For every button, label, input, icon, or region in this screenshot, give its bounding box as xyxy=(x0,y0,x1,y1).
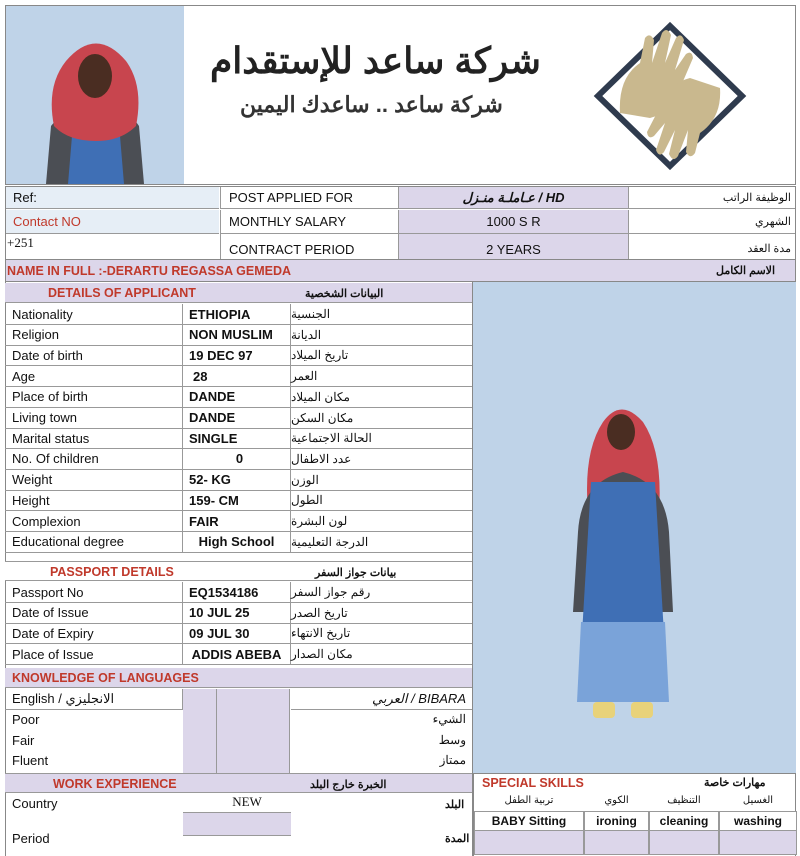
details-row-value: DANDE xyxy=(183,387,291,407)
language-level-label-ar: ممتاز xyxy=(439,753,466,767)
details-row-value: High School xyxy=(183,532,291,552)
details-row xyxy=(5,366,472,387)
details-row-value: ETHIOPIA xyxy=(183,304,291,324)
skills-title: SPECIAL SKILLS xyxy=(482,776,584,790)
full-name-label-ar: الاسم الكامل xyxy=(716,265,775,277)
passport-row xyxy=(5,582,472,603)
passport-row-value: 10 JUL 25 xyxy=(183,603,291,623)
details-row xyxy=(5,325,472,346)
details-row-label-ar: الطول xyxy=(291,493,323,508)
work-value-box xyxy=(183,812,291,836)
salary-value: 1000 S R xyxy=(398,210,628,234)
skill-check-box xyxy=(474,831,584,855)
work-title-ar: الخبرة خارج البلد xyxy=(310,779,387,791)
details-row-label-ar: عدد الاطفال xyxy=(291,451,352,466)
details-row-label: Age xyxy=(5,366,183,386)
skill-label-ar: الكوي xyxy=(604,795,629,806)
languages-section-header xyxy=(5,668,472,688)
work-title: WORK EXPERIENCE xyxy=(53,777,177,791)
contact-label: Contact NO xyxy=(6,210,219,234)
details-row-label: Marital status xyxy=(5,428,183,448)
details-row xyxy=(5,428,472,449)
skill-check-box xyxy=(649,831,719,855)
details-row xyxy=(5,387,472,408)
details-row-label: Educational degree xyxy=(5,532,183,552)
passport-row xyxy=(5,644,472,665)
details-row xyxy=(5,490,472,511)
passport-row-label-ar: مكان الصدار xyxy=(291,647,353,662)
details-row-label-ar: العمر xyxy=(291,369,318,384)
details-row-label: Place of birth xyxy=(5,387,183,407)
details-row xyxy=(5,304,472,325)
details-row-value: 52- KG xyxy=(183,470,291,490)
details-row xyxy=(5,408,472,429)
salary-label: MONTHLY SALARY xyxy=(220,210,398,234)
skills-title-ar: مهارات خاصة xyxy=(704,777,766,789)
details-row-label-ar: مكان الميلاد xyxy=(291,389,350,404)
ref-label: Ref: xyxy=(6,187,219,209)
english-label: English / الانجليزي xyxy=(5,689,183,710)
english-level-column xyxy=(183,689,217,773)
language-level-label: Fair xyxy=(12,732,35,748)
hands-logo-icon xyxy=(590,18,750,173)
passport-row-label: Date of Issue xyxy=(5,603,183,623)
company-name-ar: شركة ساعد للإستقدام xyxy=(210,40,541,81)
details-row-value: 28 xyxy=(183,366,291,386)
details-row xyxy=(5,449,472,470)
languages-title: KNOWLEDGE OF LANGUAGES xyxy=(12,671,199,685)
details-row-label-ar: لون البشرة xyxy=(291,514,348,528)
details-row-label: Religion xyxy=(5,325,183,345)
passport-title: PASSPORT DETAILS xyxy=(50,565,174,579)
skill-item: ironing xyxy=(584,811,649,831)
post-label-ar: الوظيفة الراتب xyxy=(628,187,795,209)
country-value: NEW xyxy=(232,794,262,809)
details-row-label: Complexion xyxy=(5,511,183,531)
details-section-header xyxy=(5,283,472,303)
details-row xyxy=(5,470,472,491)
details-row-value: 19 DEC 97 xyxy=(183,345,291,365)
contract-value: 2 YEARS xyxy=(398,234,628,259)
details-row-label-ar: الدرجة التعليمية xyxy=(291,534,369,549)
period-label: Period xyxy=(12,831,50,846)
skill-label-ar: تربية الطفل xyxy=(504,795,554,806)
post-value: HD / عـاملـة منـزل xyxy=(398,187,628,209)
work-section-header xyxy=(5,773,472,793)
name-row xyxy=(5,260,796,282)
language-level-label-ar: وسط xyxy=(438,732,466,747)
passport-row xyxy=(5,623,472,644)
passport-row-label-ar: رقم جواز السفر xyxy=(291,585,371,599)
portrait-photo xyxy=(6,6,184,184)
details-row-label: Living town xyxy=(5,408,183,428)
details-row-label: No. Of children xyxy=(5,449,183,469)
skill-label-ar: التنظيف xyxy=(667,795,701,806)
post-label: POST APPLIED FOR xyxy=(220,187,398,209)
work-table xyxy=(5,794,472,856)
details-row-label-ar: الوزن xyxy=(291,472,319,487)
passport-row-label: Passport No xyxy=(5,582,183,602)
passport-row-value: ADDIS ABEBA xyxy=(183,644,291,664)
passport-section-header xyxy=(5,561,472,581)
languages-table xyxy=(5,689,472,773)
details-row-label: Nationality xyxy=(5,304,183,324)
details-title-ar: البيانات الشخصية xyxy=(305,288,384,300)
skills-table xyxy=(473,773,796,856)
salary-label-ar: الشهري xyxy=(628,210,795,234)
skill-item: washing xyxy=(719,811,797,831)
full-body-photo xyxy=(473,282,796,773)
language-level-label: Fluent xyxy=(12,753,49,768)
details-row-value: SINGLE xyxy=(183,428,291,448)
details-row-value: FAIR xyxy=(183,511,291,531)
details-title: DETAILS OF APPLICANT xyxy=(48,286,196,300)
details-row xyxy=(5,532,472,553)
passport-row-label: Place of Issue xyxy=(5,644,183,664)
phone-value: +251 xyxy=(7,235,34,250)
contract-label-ar: مدة العقد xyxy=(628,234,795,259)
details-row-label-ar: الحالة الاجتماعية xyxy=(291,431,372,446)
contract-label: CONTRACT PERIOD xyxy=(220,234,398,259)
details-row-label-ar: الديانة xyxy=(291,327,322,342)
details-row-value: NON MUSLIM xyxy=(183,325,291,345)
details-row-label-ar: تاريخ الميلاد xyxy=(291,348,349,363)
details-row-value: 0 xyxy=(183,449,291,469)
passport-row-value: 09 JUL 30 xyxy=(183,623,291,643)
details-row xyxy=(5,511,472,532)
details-row-label: Date of birth xyxy=(5,345,183,365)
skill-item: BABY Sitting xyxy=(474,811,584,831)
passport-row xyxy=(5,603,472,624)
skill-label-ar: الغسيل xyxy=(742,795,774,806)
country-label-ar: البلد xyxy=(445,799,465,811)
skill-check-box xyxy=(584,831,649,855)
details-row xyxy=(5,345,472,366)
language-level-label-ar: الشيء xyxy=(432,712,466,726)
passport-row-label-ar: تاريخ الانتهاء xyxy=(291,626,351,641)
details-row-label: Height xyxy=(5,490,183,510)
details-row-label-ar: الجنسية xyxy=(291,307,331,321)
passport-row-label-ar: تاريخ الصدر xyxy=(291,605,348,620)
skill-check-box xyxy=(719,831,797,855)
company-slogan-ar: شركة ساعد .. ساعدك اليمين xyxy=(240,92,503,117)
arabic-level-column xyxy=(217,689,290,773)
language-level-label: Poor xyxy=(12,712,40,727)
full-name: NAME IN FULL :-DERARTU REGASSA GEMEDA xyxy=(7,263,292,278)
details-row-label: Weight xyxy=(5,470,183,490)
arabic-label: العربي / BIBARA xyxy=(291,689,472,710)
details-row-label-ar: مكان السكن xyxy=(291,410,354,425)
details-row-value: 159- CM xyxy=(183,490,291,510)
details-row-value: DANDE xyxy=(183,408,291,428)
passport-row-label: Date of Expiry xyxy=(5,623,183,643)
passport-title-ar: بيانات جواز السفر xyxy=(315,567,397,579)
passport-row-value: EQ1534186 xyxy=(183,582,291,602)
period-label-ar: المدة xyxy=(445,833,470,845)
skill-item: cleaning xyxy=(649,811,719,831)
country-label: Country xyxy=(12,796,58,811)
